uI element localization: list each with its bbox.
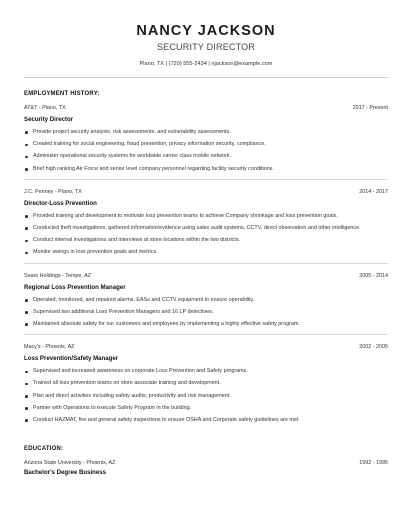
job-title: Regional Loss Prevention Manager <box>24 283 126 291</box>
job-entry <box>24 105 388 180</box>
job-company: Sears Holdings - Tempe, AZ <box>24 272 92 279</box>
education-dates: 1992 - 1995 <box>359 460 388 467</box>
bullet-item: Brief high ranking Air Force and senior level company personnel regarding facility security conditions. <box>24 166 388 173</box>
bullet-item: Conduct HAZMAT, fire and general safety inspections to ensure OSHA and Corporate safety guidelines are met. <box>24 417 388 424</box>
job-company: Macy's - Phoenix, AZ <box>24 344 75 351</box>
bullet-item: Provide project security analysis, risk assessments, and vulnerability assessments. <box>24 129 388 136</box>
job-company: J.C. Penney - Plano, TX <box>24 188 82 195</box>
bullet-item: Operated, monitored, and repaired alarms, EASs and CCTV equipment to ensure operability. <box>24 297 388 304</box>
employment-history <box>24 105 388 424</box>
job-dates: 2002 - 2005 <box>359 344 388 351</box>
bullet-item: Conduct internal investigations and interviews at store locations within the two districts. <box>24 237 388 244</box>
job-dates: 2005 - 2014 <box>359 272 388 279</box>
job-dates: 2014 - 2017 <box>359 188 388 195</box>
job-divider <box>24 263 388 264</box>
job-divider <box>24 179 388 180</box>
education-heading: EDUCATION: <box>24 446 64 453</box>
header-divider <box>24 77 388 78</box>
job-entry <box>24 273 388 336</box>
bullet-item: Administer operational security systems for worldwide carrier class mobile network. <box>24 153 388 160</box>
job-title: Security Director <box>24 116 74 123</box>
employment-heading: EMPLOYMENT HISTORY: <box>24 91 100 97</box>
candidate-role: SECURITY DIRECTOR <box>156 42 256 52</box>
bullet-item: Partner with Operations to execute Safety Program in the building. <box>24 405 388 412</box>
bullet-item: Plan and direct activities including safety audits, productivity and risk management. <box>24 393 388 400</box>
job-bullets <box>24 297 388 329</box>
job-entry <box>24 189 388 264</box>
degree: Bachelor's Degree Business <box>24 469 107 477</box>
job-title: Director-Loss Prevention <box>24 199 97 207</box>
job-bullets <box>24 129 388 173</box>
bullet-item: Supervised and increased awareness on corporate Loss Prevention and Safety programs. <box>24 368 388 375</box>
bullet-item: Supervised two additional Loss Prevention Managers and 16 LP detectives. <box>24 309 388 316</box>
school-name: Arizona State University - Phoenix, AZ <box>24 460 116 467</box>
bullet-item: Provided training and development to motivate loss prevention teams to achieve Company shrinkage and loss prevention goals. <box>24 213 388 220</box>
bullet-item: Maintained absolute safety for our customers and employees by implementing a highly effective safety program. <box>24 321 388 328</box>
bullet-item: Trained all loss prevention teams on store associate training and development. <box>24 380 388 387</box>
job-bullets <box>24 368 388 424</box>
job-entry <box>24 344 388 424</box>
bullet-item: Conducted theft investigations, gathered information/evidence using sales audit systems, CCTV, direct observation and other intelligence. <box>24 225 388 232</box>
job-divider <box>24 334 388 335</box>
bullet-item: Monitor swings in loss prevention goals and metrics. <box>24 249 388 256</box>
job-title: Loss Prevention/Safety Manager <box>24 355 119 363</box>
job-bullets <box>24 213 388 257</box>
candidate-name: NANCY JACKSON <box>136 23 276 39</box>
contact-line: Plano, TX | (720) 555-2434 | njackson@example.com <box>139 61 273 67</box>
education-entry <box>24 460 388 476</box>
job-dates: 2017 - Present <box>352 105 388 111</box>
bullet-item: Created training for social engineering, fraud prevention, privacy information security, compliance. <box>24 141 388 148</box>
job-company: AT&T - Plano, TX <box>24 105 66 111</box>
